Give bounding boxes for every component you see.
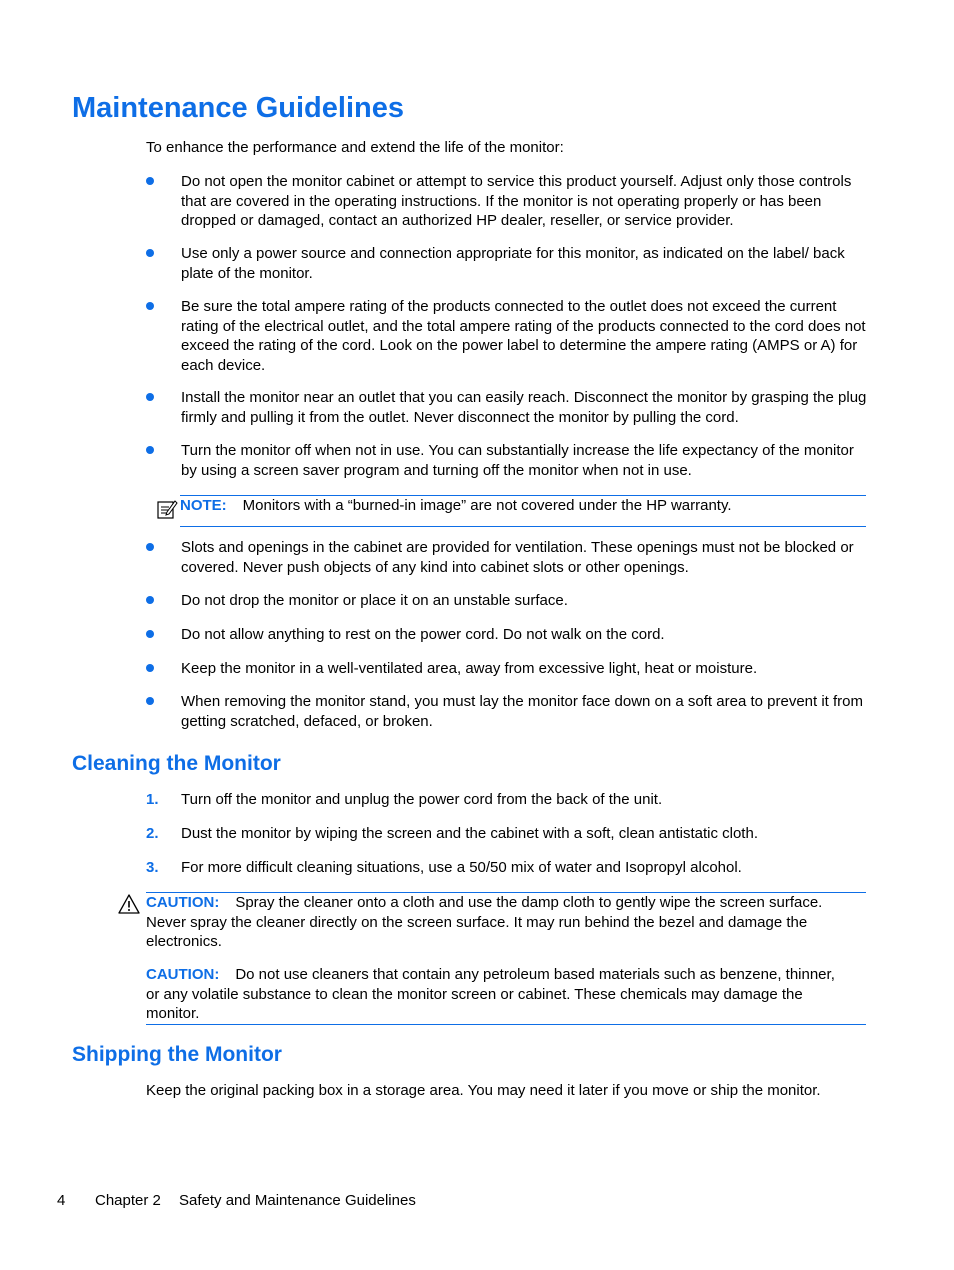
bullet-icon <box>146 664 154 672</box>
caution-label: CAUTION: <box>146 966 220 983</box>
note-icon <box>156 498 178 524</box>
step-number: 2. <box>146 825 159 842</box>
bullet-icon <box>146 543 154 551</box>
intro-paragraph: To enhance the performance and extend the life of the monitor: <box>146 139 564 156</box>
bullet-icon <box>146 393 154 401</box>
step-text: Turn off the monitor and unplug the power cord from the back of the unit. <box>181 791 663 808</box>
step-number: 3. <box>146 859 159 876</box>
shipping-heading: Shipping the Monitor <box>72 1043 282 1066</box>
bullet-icon <box>146 302 154 310</box>
step-text: For more difficult cleaning situations, use a 50/50 mix of water and Isopropyl alcohol. <box>181 859 742 876</box>
caution-text: Do not use cleaners that contain any petroleum based materials such as benzene, thinner, or any volatile substance to clean the monitor screen or cabinet. These chemicals may damage the monitor. <box>146 966 835 1022</box>
list-item-text: Slots and openings in the cabinet are provided for ventilation. These openings must not be blocked or covered. Never push objects of any kind into cabinet slots or other openings. <box>181 539 854 576</box>
cleaning-heading: Cleaning the Monitor <box>72 752 281 775</box>
warning-icon <box>118 894 140 918</box>
note-text: Monitors with a “burned-in image” are not covered under the HP warranty. <box>242 497 732 514</box>
list-item-text: Do not drop the monitor or place it on an unstable surface. <box>181 592 568 609</box>
footer-chapter-title: Safety and Maintenance Guidelines <box>179 1192 416 1209</box>
list-item-text: Be sure the total ampere rating of the products connected to the outlet does not exceed the current rating of the electrical outlet, and the total ampere rating of the products connected to the cord does not exceed the rating of the cord. Look on the power label to determine the ampere rating (AMPS or A) for each device. <box>181 298 866 374</box>
list-item-text: Install the monitor near an outlet that you can easily reach. Disconnect the monitor by grasping the plug firmly and pulling it from the outlet. Never disconnect the monitor by pulling the cord. <box>181 389 867 426</box>
list-item-text: When removing the monitor stand, you must lay the monitor face down on a soft area to prevent it from getting scratched, defaced, or broken. <box>181 693 864 730</box>
bullet-icon <box>146 630 154 638</box>
step-text: Dust the monitor by wiping the screen and the cabinet with a soft, clean antistatic cloth. <box>181 825 758 842</box>
caution-paragraph <box>146 965 846 1024</box>
caution-text: Spray the cleaner onto a cloth and use the damp cloth to gently wipe the screen surface. Never spray the cleaner directly on the screen surface. It may run behind the bezel and damage the electronics. <box>146 894 823 950</box>
page-number: 4 <box>57 1192 66 1209</box>
caution-paragraph <box>146 893 846 952</box>
list-item-text: Use only a power source and connection appropriate for this monitor, as indicated on the label/ back plate of the monitor. <box>181 245 845 282</box>
list-item-text: Keep the monitor in a well-ventilated area, away from excessive light, heat or moisture. <box>181 660 758 677</box>
bullet-icon <box>146 177 154 185</box>
caution-box <box>146 892 866 1025</box>
list-item-text: Do not open the monitor cabinet or attempt to service this product yourself. Adjust only those controls that are covered in the operating instructions. If the monitor is not operating properly or has been dropped or damaged, contact an authorized HP dealer, reseller, or service provider. <box>181 173 852 229</box>
shipping-paragraph: Keep the original packing box in a storage area. You may need it later if you move or ship the monitor. <box>146 1082 821 1099</box>
list-item-text: Turn the monitor off when not in use. You can substantially increase the life expectancy of the monitor by using a screen saver program and turning off the monitor when not in use. <box>181 442 854 479</box>
bullet-icon <box>146 249 154 257</box>
bullet-icon <box>146 596 154 604</box>
footer-chapter: Chapter 2 <box>95 1192 161 1209</box>
bullet-icon <box>146 697 154 705</box>
step-number: 1. <box>146 791 159 808</box>
caution-label: CAUTION: <box>146 894 220 911</box>
bullet-icon <box>146 446 154 454</box>
note-label: NOTE: <box>180 497 227 514</box>
note-box <box>180 495 866 527</box>
list-item-text: Do not allow anything to rest on the power cord. Do not walk on the cord. <box>181 626 665 643</box>
page-title: Maintenance Guidelines <box>72 92 404 124</box>
